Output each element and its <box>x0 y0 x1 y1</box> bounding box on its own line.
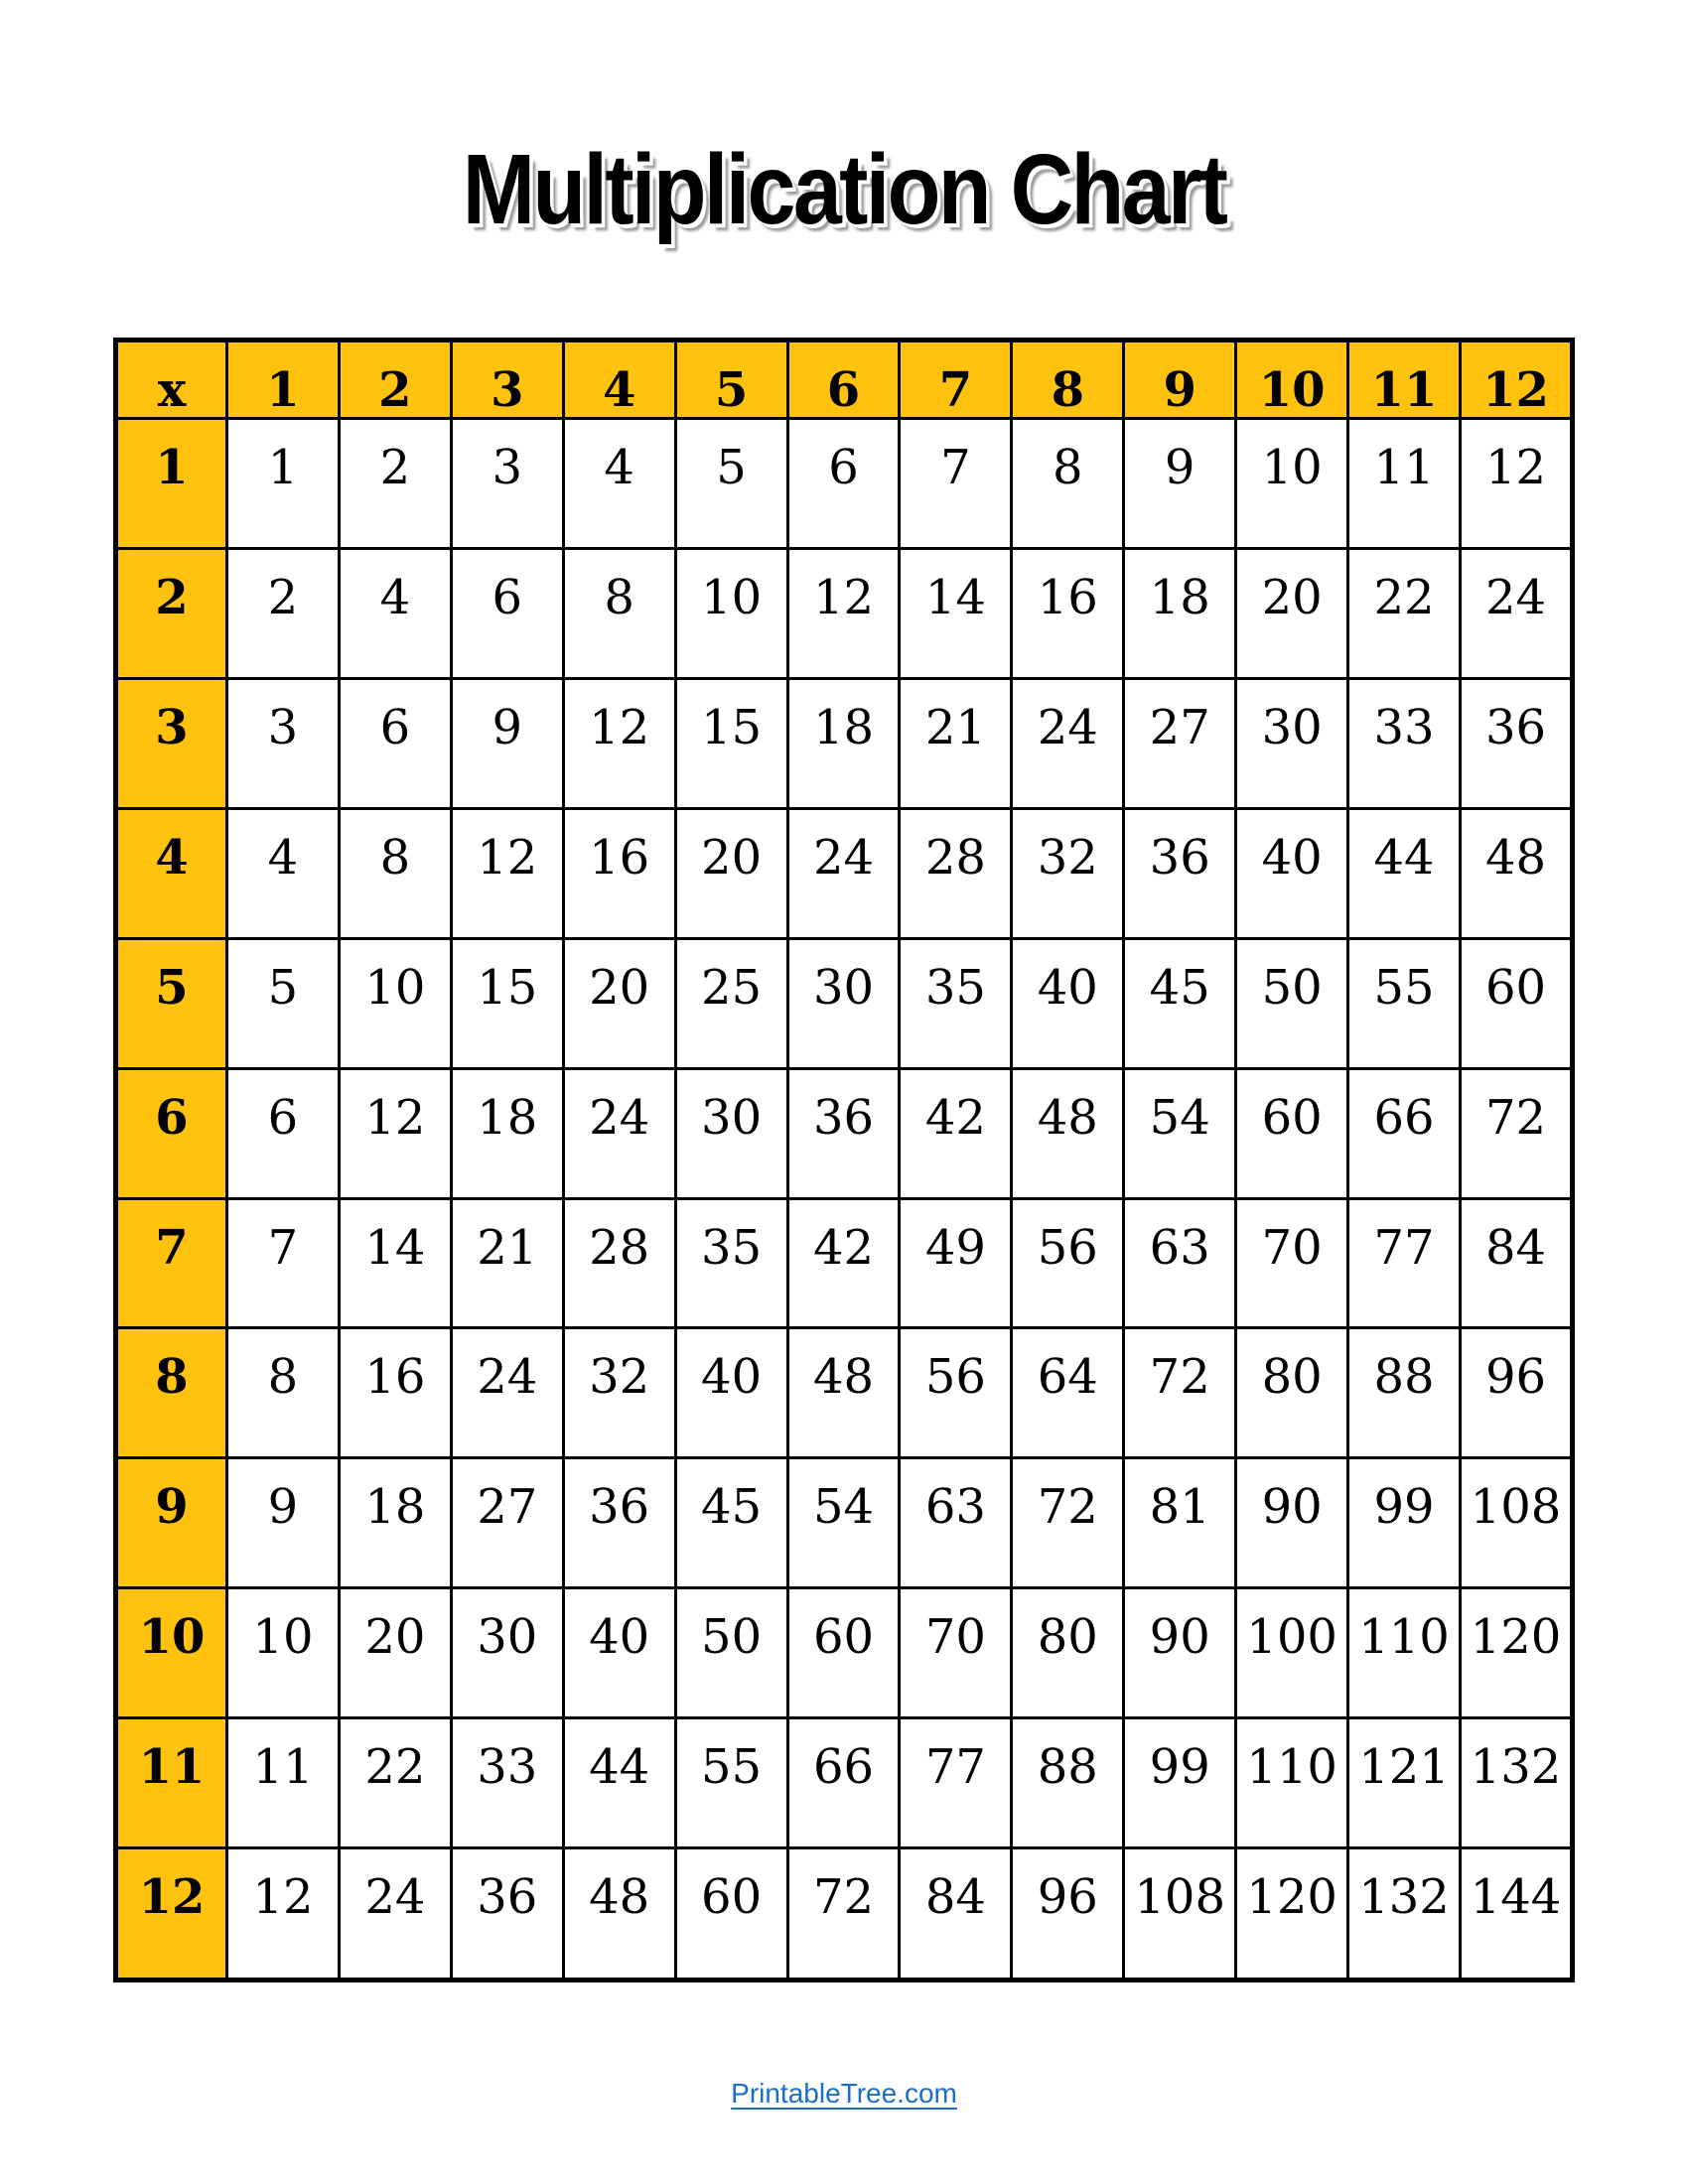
product-cell: 40 <box>675 1328 787 1458</box>
product-cell: 6 <box>227 1068 340 1198</box>
product-cell: 21 <box>451 1198 563 1328</box>
product-cell: 132 <box>1460 1718 1572 1848</box>
product-cell: 60 <box>1236 1068 1348 1198</box>
product-cell: 9 <box>451 678 563 808</box>
product-cell: 99 <box>1124 1718 1236 1848</box>
product-cell: 60 <box>675 1848 787 1980</box>
product-cell: 42 <box>787 1198 900 1328</box>
product-cell: 8 <box>339 808 451 938</box>
product-cell: 10 <box>675 548 787 678</box>
product-cell: 24 <box>1012 678 1124 808</box>
row-header-cell: 9 <box>116 1458 227 1588</box>
product-cell: 20 <box>563 938 675 1068</box>
product-cell: 8 <box>1012 418 1124 548</box>
product-cell: 42 <box>900 1068 1012 1198</box>
product-cell: 10 <box>227 1588 340 1718</box>
product-cell: 77 <box>1348 1198 1461 1328</box>
product-cell: 7 <box>900 418 1012 548</box>
table-row <box>116 1328 1573 1458</box>
product-cell: 55 <box>675 1718 787 1848</box>
product-cell: 64 <box>1012 1328 1124 1458</box>
product-cell: 14 <box>339 1198 451 1328</box>
product-cell: 88 <box>1348 1328 1461 1458</box>
product-cell: 96 <box>1012 1848 1124 1980</box>
product-cell: 121 <box>1348 1718 1461 1848</box>
product-cell: 24 <box>1460 548 1572 678</box>
product-cell: 99 <box>1348 1458 1461 1588</box>
product-cell: 28 <box>563 1198 675 1328</box>
product-cell: 54 <box>1124 1068 1236 1198</box>
product-cell: 77 <box>900 1718 1012 1848</box>
product-cell: 88 <box>1012 1718 1124 1848</box>
product-cell: 120 <box>1236 1848 1348 1980</box>
product-cell: 55 <box>1348 938 1461 1068</box>
product-cell: 33 <box>451 1718 563 1848</box>
product-cell: 18 <box>787 678 900 808</box>
product-cell: 16 <box>563 808 675 938</box>
product-cell: 27 <box>1124 678 1236 808</box>
product-cell: 5 <box>227 938 340 1068</box>
product-cell: 22 <box>1348 548 1461 678</box>
product-cell: 48 <box>1460 808 1572 938</box>
product-cell: 20 <box>675 808 787 938</box>
page-title: Multiplication Chart <box>462 134 1226 245</box>
product-cell: 4 <box>339 548 451 678</box>
product-cell: 20 <box>339 1588 451 1718</box>
product-cell: 21 <box>900 678 1012 808</box>
product-cell: 40 <box>1236 808 1348 938</box>
column-header-cell: 1 <box>227 341 340 419</box>
product-cell: 144 <box>1460 1848 1572 1980</box>
product-cell: 12 <box>339 1068 451 1198</box>
table-row <box>116 1458 1573 1588</box>
row-header-cell: 4 <box>116 808 227 938</box>
product-cell: 9 <box>1124 418 1236 548</box>
product-cell: 63 <box>900 1458 1012 1588</box>
product-cell: 36 <box>563 1458 675 1588</box>
table-row <box>116 418 1573 548</box>
product-cell: 49 <box>900 1198 1012 1328</box>
product-cell: 33 <box>1348 678 1461 808</box>
product-cell: 7 <box>227 1198 340 1328</box>
product-cell: 22 <box>339 1718 451 1848</box>
product-cell: 66 <box>1348 1068 1461 1198</box>
column-header-cell: 8 <box>1012 341 1124 419</box>
row-header-cell: 5 <box>116 938 227 1068</box>
product-cell: 8 <box>563 548 675 678</box>
row-header-cell: 1 <box>116 418 227 548</box>
product-cell: 132 <box>1348 1848 1461 1980</box>
product-cell: 6 <box>339 678 451 808</box>
product-cell: 36 <box>1124 808 1236 938</box>
row-header-cell: 3 <box>116 678 227 808</box>
product-cell: 72 <box>1124 1328 1236 1458</box>
product-cell: 35 <box>675 1198 787 1328</box>
product-cell: 25 <box>675 938 787 1068</box>
table-row <box>116 548 1573 678</box>
product-cell: 60 <box>787 1588 900 1718</box>
row-header-cell: 8 <box>116 1328 227 1458</box>
product-cell: 3 <box>227 678 340 808</box>
product-cell: 60 <box>1460 938 1572 1068</box>
product-cell: 36 <box>451 1848 563 1980</box>
product-cell: 8 <box>227 1328 340 1458</box>
multiplication-table <box>113 338 1575 1982</box>
product-cell: 24 <box>787 808 900 938</box>
product-cell: 30 <box>451 1588 563 1718</box>
column-header-cell: 3 <box>451 341 563 419</box>
table-row <box>116 1718 1573 1848</box>
product-cell: 70 <box>1236 1198 1348 1328</box>
table-row <box>116 1588 1573 1718</box>
column-header-cell: 11 <box>1348 341 1461 419</box>
table-row <box>116 1198 1573 1328</box>
product-cell: 35 <box>900 938 1012 1068</box>
product-cell: 32 <box>563 1328 675 1458</box>
product-cell: 5 <box>675 418 787 548</box>
table-row <box>116 1068 1573 1198</box>
product-cell: 4 <box>227 808 340 938</box>
product-cell: 72 <box>787 1848 900 1980</box>
product-cell: 90 <box>1236 1458 1348 1588</box>
product-cell: 12 <box>563 678 675 808</box>
product-cell: 6 <box>451 548 563 678</box>
column-header-cell: 9 <box>1124 341 1236 419</box>
product-cell: 24 <box>563 1068 675 1198</box>
product-cell: 81 <box>1124 1458 1236 1588</box>
column-header-cell: 10 <box>1236 341 1348 419</box>
product-cell: 24 <box>339 1848 451 1980</box>
product-cell: 48 <box>563 1848 675 1980</box>
product-cell: 40 <box>563 1588 675 1718</box>
product-cell: 40 <box>1012 938 1124 1068</box>
product-cell: 96 <box>1460 1328 1572 1458</box>
product-cell: 63 <box>1124 1198 1236 1328</box>
product-cell: 11 <box>227 1718 340 1848</box>
table-row <box>116 1848 1573 1980</box>
footer <box>0 2077 1688 2111</box>
product-cell: 56 <box>900 1328 1012 1458</box>
product-cell: 16 <box>339 1328 451 1458</box>
product-cell: 72 <box>1012 1458 1124 1588</box>
product-cell: 32 <box>1012 808 1124 938</box>
product-cell: 44 <box>1348 808 1461 938</box>
corner-cell: x <box>116 341 227 419</box>
product-cell: 16 <box>1012 548 1124 678</box>
product-cell: 56 <box>1012 1198 1124 1328</box>
product-cell: 45 <box>1124 938 1236 1068</box>
product-cell: 48 <box>787 1328 900 1458</box>
product-cell: 30 <box>675 1068 787 1198</box>
product-cell: 110 <box>1236 1718 1348 1848</box>
row-header-cell: 12 <box>116 1848 227 1980</box>
product-cell: 50 <box>1236 938 1348 1068</box>
product-cell: 12 <box>451 808 563 938</box>
product-cell: 14 <box>900 548 1012 678</box>
product-cell: 44 <box>563 1718 675 1848</box>
product-cell: 84 <box>1460 1198 1572 1328</box>
product-cell: 108 <box>1460 1458 1572 1588</box>
product-cell: 72 <box>1460 1068 1572 1198</box>
product-cell: 11 <box>1348 418 1461 548</box>
table-row <box>116 678 1573 808</box>
product-cell: 120 <box>1460 1588 1572 1718</box>
product-cell: 24 <box>451 1328 563 1458</box>
table-row <box>116 938 1573 1068</box>
column-header-cell: 4 <box>563 341 675 419</box>
row-header-cell: 10 <box>116 1588 227 1718</box>
row-header-cell: 11 <box>116 1718 227 1848</box>
table-body <box>116 418 1573 1979</box>
product-cell: 18 <box>451 1068 563 1198</box>
product-cell: 12 <box>787 548 900 678</box>
product-cell: 45 <box>675 1458 787 1588</box>
product-cell: 80 <box>1236 1328 1348 1458</box>
product-cell: 20 <box>1236 548 1348 678</box>
column-header-cell: 12 <box>1460 341 1572 419</box>
header-row <box>116 341 1573 419</box>
product-cell: 70 <box>900 1588 1012 1718</box>
product-cell: 110 <box>1348 1588 1461 1718</box>
product-cell: 4 <box>563 418 675 548</box>
row-header-cell: 7 <box>116 1198 227 1328</box>
column-header-cell: 6 <box>787 341 900 419</box>
product-cell: 18 <box>339 1458 451 1588</box>
product-cell: 18 <box>1124 548 1236 678</box>
product-cell: 54 <box>787 1458 900 1588</box>
product-cell: 108 <box>1124 1848 1236 1980</box>
product-cell: 2 <box>339 418 451 548</box>
product-cell: 36 <box>1460 678 1572 808</box>
footer-link[interactable]: PrintableTree.com <box>731 2078 957 2109</box>
column-header-cell: 2 <box>339 341 451 419</box>
product-cell: 15 <box>451 938 563 1068</box>
product-cell: 10 <box>1236 418 1348 548</box>
row-header-cell: 2 <box>116 548 227 678</box>
product-cell: 3 <box>451 418 563 548</box>
product-cell: 36 <box>787 1068 900 1198</box>
product-cell: 27 <box>451 1458 563 1588</box>
product-cell: 15 <box>675 678 787 808</box>
row-header-cell: 6 <box>116 1068 227 1198</box>
product-cell: 30 <box>1236 678 1348 808</box>
column-header-cell: 7 <box>900 341 1012 419</box>
product-cell: 1 <box>227 418 340 548</box>
product-cell: 100 <box>1236 1588 1348 1718</box>
product-cell: 10 <box>339 938 451 1068</box>
table-row <box>116 808 1573 938</box>
product-cell: 2 <box>227 548 340 678</box>
multiplication-table-container <box>113 338 1575 1982</box>
product-cell: 84 <box>900 1848 1012 1980</box>
column-header-cell: 5 <box>675 341 787 419</box>
product-cell: 50 <box>675 1588 787 1718</box>
product-cell: 80 <box>1012 1588 1124 1718</box>
product-cell: 6 <box>787 418 900 548</box>
product-cell: 90 <box>1124 1588 1236 1718</box>
product-cell: 48 <box>1012 1068 1124 1198</box>
product-cell: 12 <box>227 1848 340 1980</box>
product-cell: 66 <box>787 1718 900 1848</box>
product-cell: 30 <box>787 938 900 1068</box>
product-cell: 9 <box>227 1458 340 1588</box>
product-cell: 28 <box>900 808 1012 938</box>
product-cell: 12 <box>1460 418 1572 548</box>
